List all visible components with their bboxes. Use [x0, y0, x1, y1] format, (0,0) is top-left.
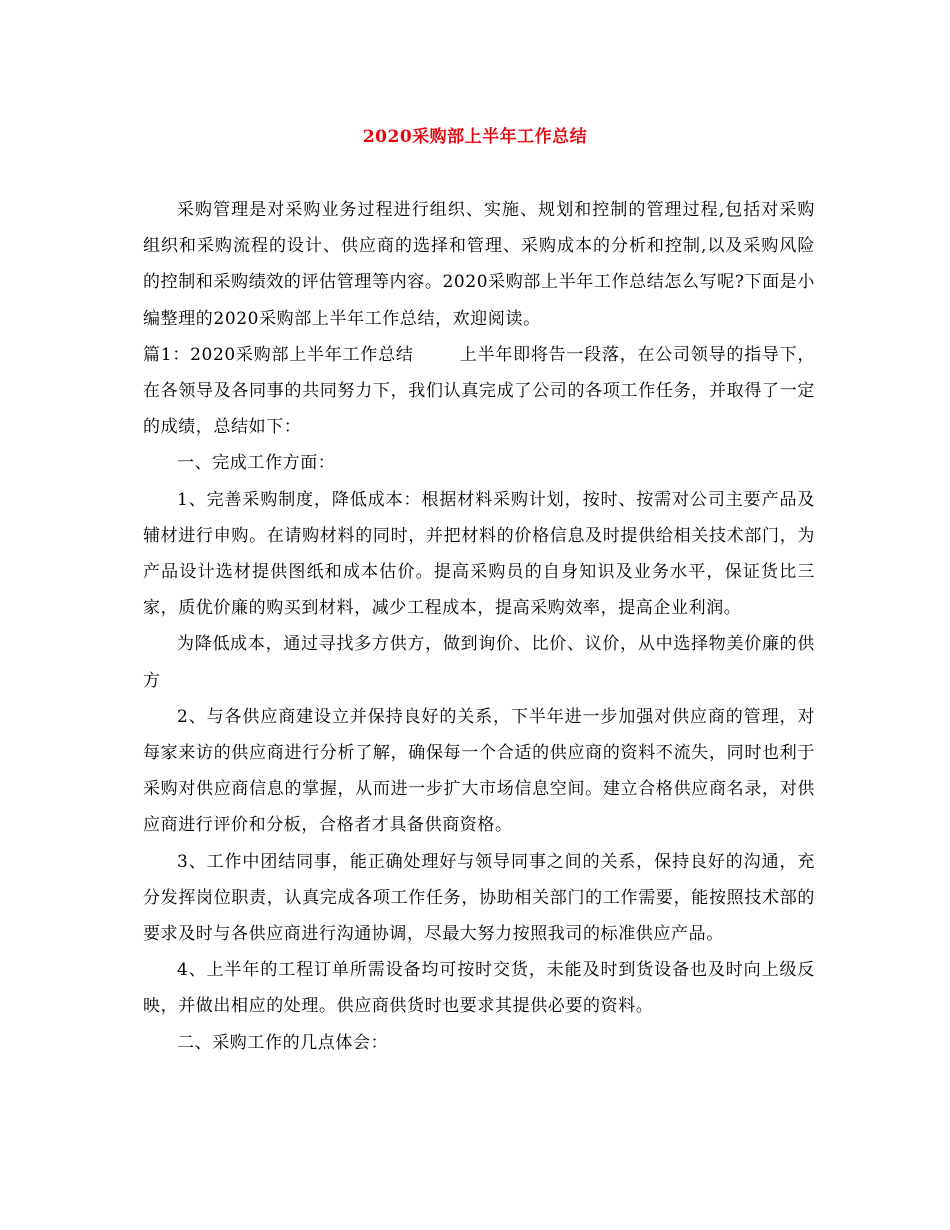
- article-paragraph: [143, 337, 815, 446]
- article-label: 篇1：2020采购部上半年工作总结: [143, 344, 414, 365]
- section-heading-1: 一、完成工作方面：: [177, 453, 336, 474]
- document-title: 2020采购部上半年工作总结: [362, 127, 588, 147]
- intro-paragraph: 采购管理是对采购业务过程进行组织、实施、规划和控制的管理过程,包括对采购组织和采购流程的设计、供应商的选择和管理、采购成本的分析和控制,以及采购风险的控制和采购绩效的评估管理等内容。2020采购部上半年工作总结怎么写呢?下面是小编整理的2020采购部上半年工作总结，欢迎阅读。: [143, 200, 815, 329]
- list-item-4: 4、上半年的工程订单所需设备均可按时交货，未能及时到货设备也及时向上级反映，并做出相应的处理。供应商供货时也要求其提供必要的资料。: [143, 960, 815, 1017]
- list-item-2: 2、与各供应商建设立并保持良好的关系，下半年进一步加强对供应商的管理，对每家来访的供应商进行分析了解，确保每一个合适的供应商的资料不流失，同时也利于采购对供应商信息的掌握，从而进一步扩大市场信息空间。建立合格供应商名录，对供应商进行评价和分板，合格者才具备供商资格。: [143, 706, 815, 836]
- list-item-1-extra: 为降低成本，通过寻找多方供方，做到询价、比价、议价，从中选择物美价廉的供方: [143, 634, 815, 691]
- article-opening: 上半年即将告一段落，在公司领导的指导下，在各领导及各同事的共同努力下，我们认真完成了公司的各项工作任务，并取得了一定的成绩，总结如下：: [143, 344, 816, 438]
- document-body: [143, 192, 815, 1061]
- list-item-3: 3、工作中团结同事，能正确处理好与领导同事之间的关系，保持良好的沟通，充分发挥岗位职责，认真完成各项工作任务，协助相关部门的工作需要，能按照技术部的要求及时与各供应商进行沟通协调，尽最大努力按照我司的标准供应产品。: [143, 851, 815, 945]
- list-item-1: 1、完善采购制度，降低成本：根据材料采购计划，按时、按需对公司主要产品及辅材进行申购。在请购材料的同时，并把材料的价格信息及时提供给相关技术部门，为产品设计选材提供图纸和成本估价。提高采购员的自身知识及业务水平，保证货比三家，质优价廉的购买到材料，减少工程成本，提高采购效率，提高企业利润。: [143, 489, 815, 619]
- section-heading-2: 二、采购工作的几点体会：: [177, 1032, 389, 1053]
